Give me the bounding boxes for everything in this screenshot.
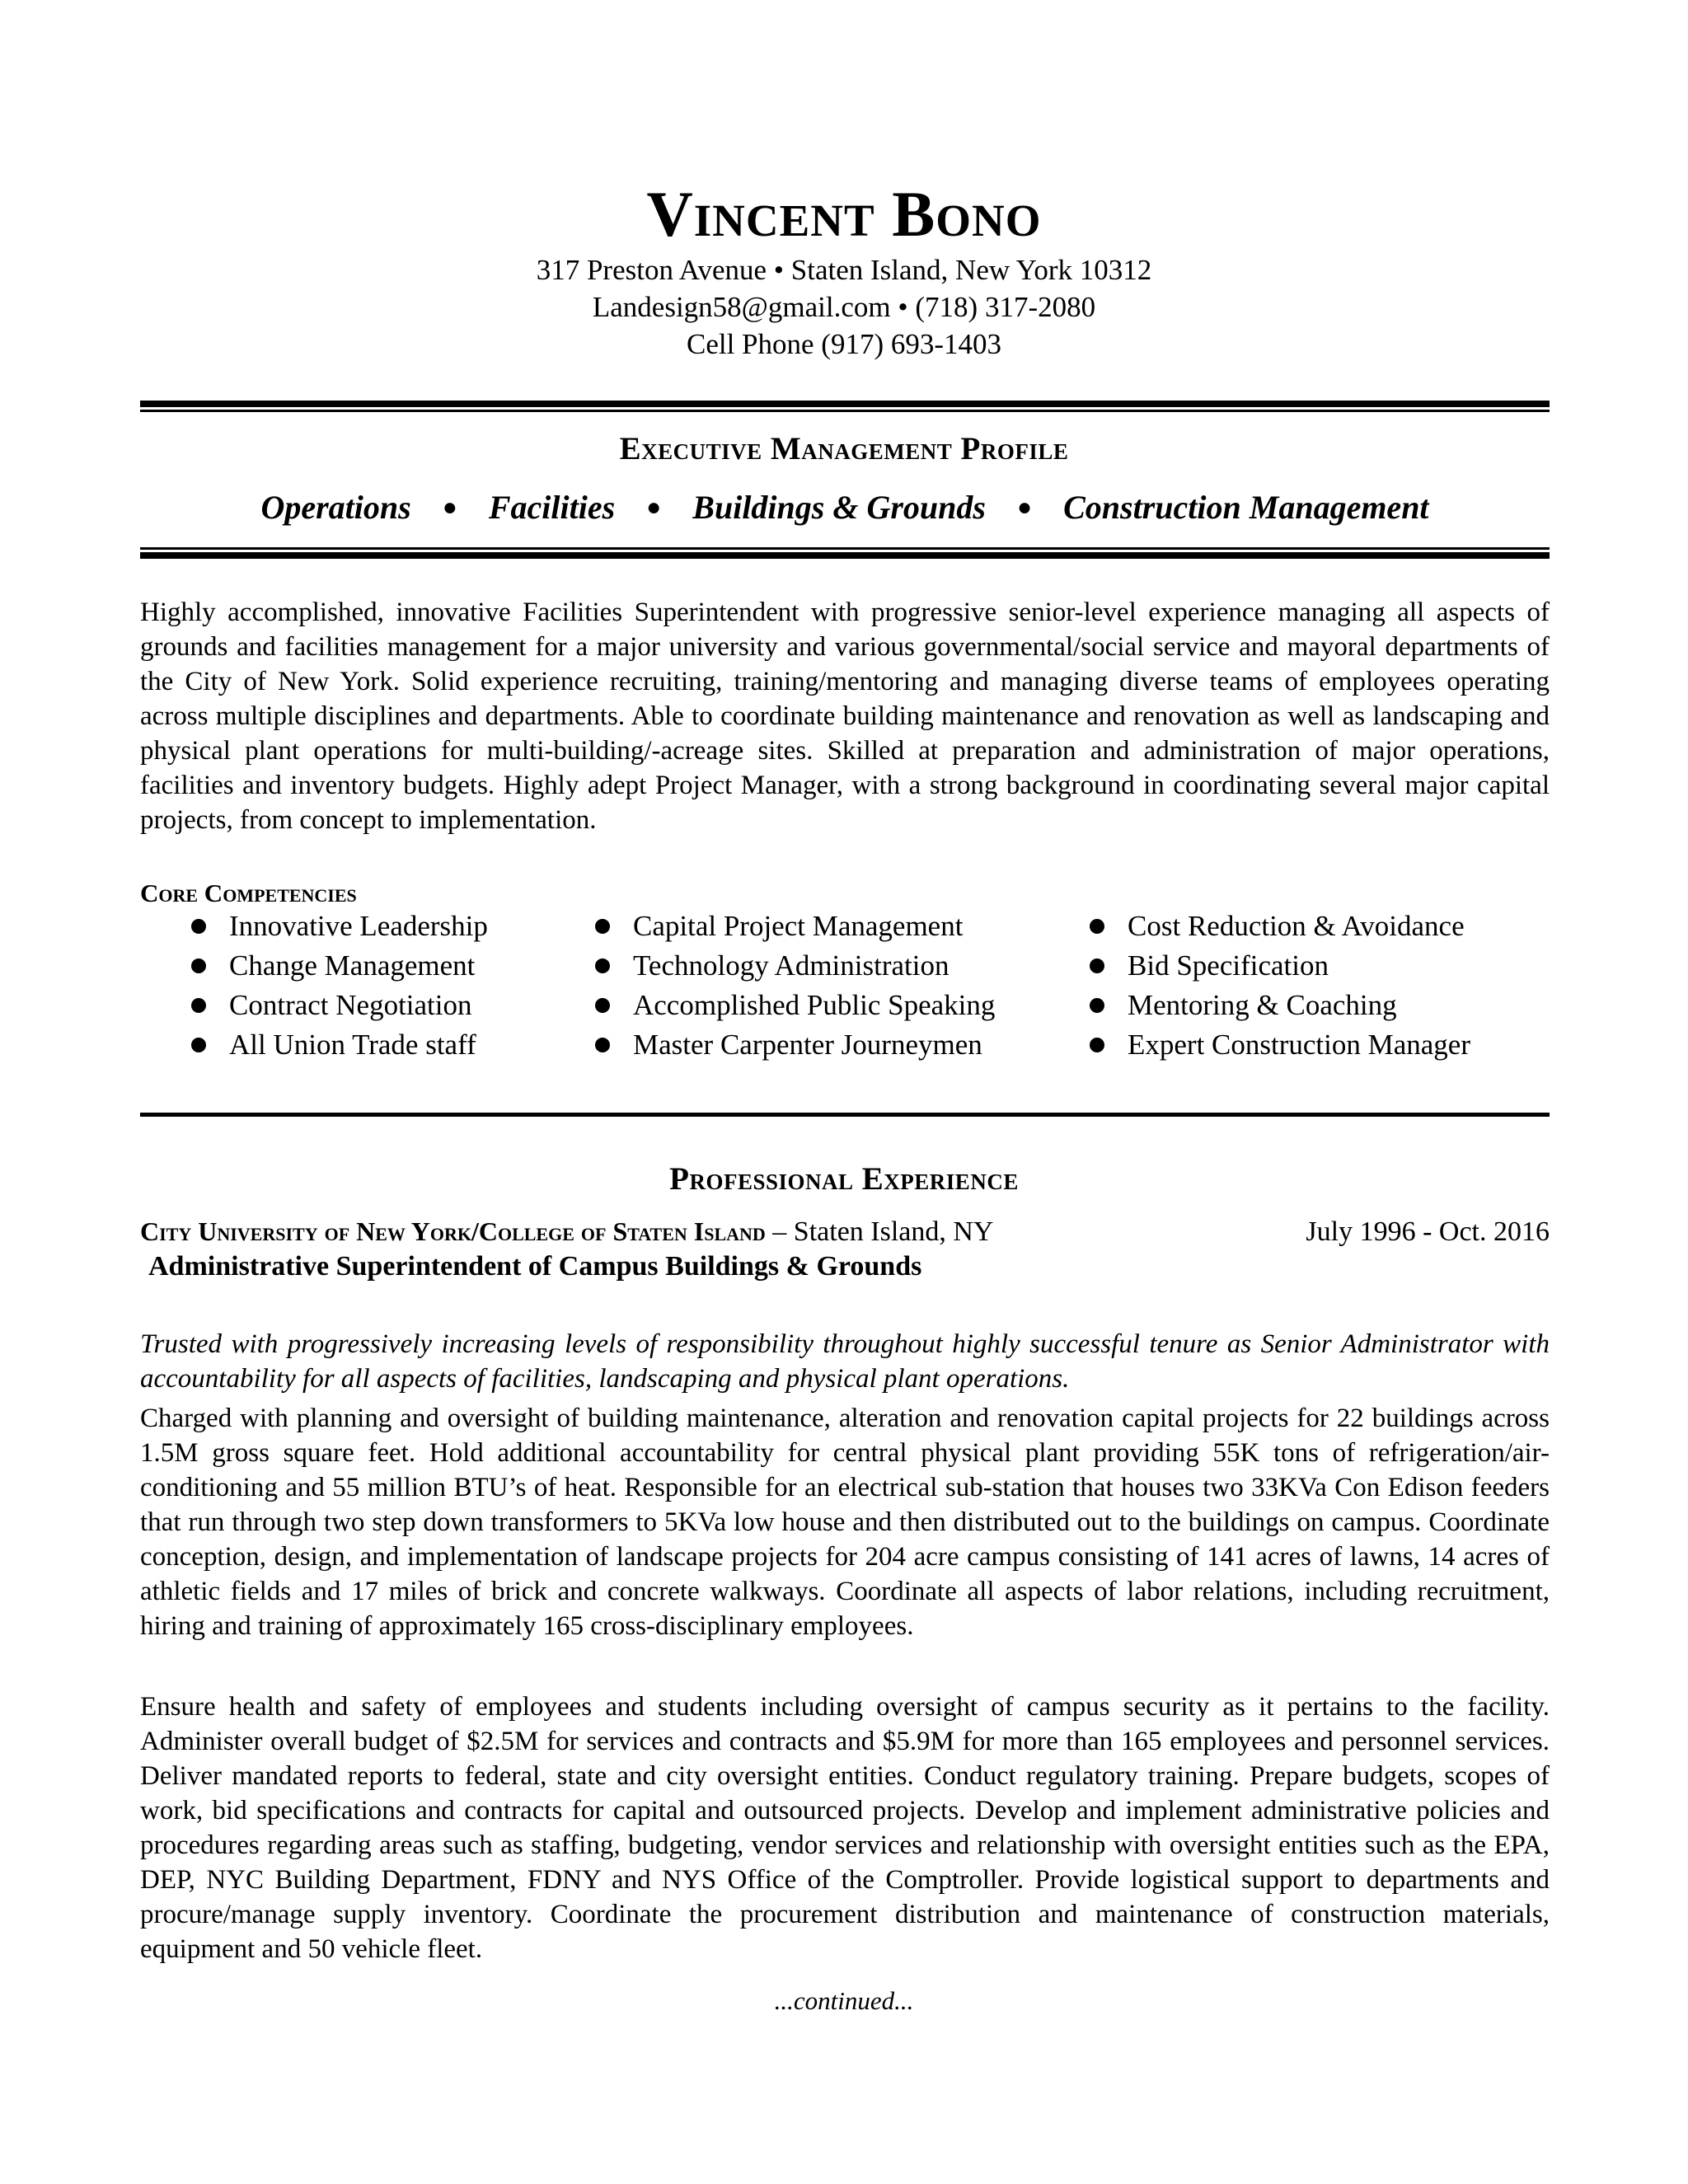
bullet-icon: [1090, 1038, 1104, 1052]
bullet-icon: [191, 958, 206, 973]
experience-title: Professional Experience: [669, 1161, 1019, 1197]
continued-note: ...continued...: [774, 1986, 914, 2015]
bullet-icon: [1090, 998, 1104, 1013]
bullet-icon: [191, 1038, 206, 1052]
competency-column-2: [595, 907, 995, 1065]
competencies-divider: [140, 1113, 1550, 1117]
competency-item: Contract Negotiation: [191, 986, 488, 1025]
competency-item: Expert Construction Manager: [1090, 1025, 1470, 1065]
competency-item: Cost Reduction & Avoidance: [1090, 907, 1470, 946]
bullet-icon: ●: [1016, 493, 1033, 521]
competency-item: Bid Specification: [1090, 946, 1470, 986]
header-divider: [140, 401, 1550, 410]
profile-summary: Highly accomplished, innovative Facilities Superintendent with progressive senior-level experience managing all aspects of grounds and facilities management for a major university and various governmental/social service and mayoral departments of the City of New York. Solid experience recruiting, training/mentoring and managing diverse teams of employees operating across multiple disciplines and departments. Able to coordinate building maintenance and renovation as well as landscaping and physical plant operations for multi-building/-acreage sites. Skilled at preparation and administration of major operations, facilities and inventory budgets. Highly adept Project Manager, with a strong background in coordinating several major capital projects, from concept to implementation.: [140, 598, 1550, 835]
bullet-icon: [191, 919, 206, 934]
competencies-title: Core Competencies: [140, 879, 357, 907]
bullet-icon: ●: [442, 493, 457, 521]
employer-line: [140, 1216, 993, 1248]
bullet-icon: [595, 958, 610, 973]
tagline-item: Construction Management: [1063, 489, 1429, 526]
bullet-icon: [1090, 958, 1104, 973]
profile-divider: [140, 547, 1550, 557]
bullet-icon: [1090, 919, 1104, 934]
candidate-name: Vincent Bono: [646, 178, 1042, 250]
competency-item: Accomplished Public Speaking: [595, 986, 995, 1025]
bullet-icon: [595, 998, 610, 1013]
job-title: Administrative Superintendent of Campus Buildings & Grounds: [148, 1251, 922, 1282]
competency-item: Technology Administration: [595, 946, 995, 986]
bullet-icon: [595, 1038, 610, 1052]
employer-location: – Staten Island, NY: [765, 1216, 994, 1247]
bullet-icon: [595, 919, 610, 934]
tagline-item: Facilities: [488, 489, 616, 526]
competency-column-1: [191, 907, 488, 1065]
experience-paragraph-2: Ensure health and safety of employees and students including oversight of campus security as it pertains to the facility. Administer overall budget of $2.5M for services and contracts and $5.9M for more than 165 employees and personnel services. Deliver mandated reports to federal, state and city oversight entities. Conduct regulatory training. Prepare budgets, scopes of work, bid specifications and contracts for capital and outsourced projects. Develop and implement administrative policies and procedures regarding areas such as staffing, budgeting, vendor services and relationship with oversight entities such as the EPA, DEP, NYC Building Department, FDNY and NYS Office of the Comptroller. Provide logistical support to departments and procure/manage supply inventory. Coordinate the procurement distribution and maintenance of construction materials, equipment and 50 vehicle fleet.: [140, 1692, 1550, 1964]
email-phone-line: Landesign58@gmail.com • (718) 317-2080: [592, 291, 1096, 323]
competency-item: Innovative Leadership: [191, 907, 488, 946]
experience-intro: Trusted with progressively increasing levels of responsibility throughout highly successful tenure as Senior Administrator with accountability for all aspects of facilities, landscaping and physical plant operations.: [140, 1329, 1550, 1394]
competency-item: Change Management: [191, 946, 488, 986]
competency-item: Capital Project Management: [595, 907, 995, 946]
profile-tagline: [140, 488, 1550, 527]
bullet-icon: [191, 998, 206, 1013]
competency-item: All Union Trade staff: [191, 1025, 488, 1065]
address-line: 317 Preston Avenue • Staten Island, New York 10312: [536, 254, 1152, 286]
employment-dates: July 1996 - Oct. 2016: [1306, 1216, 1550, 1247]
employer-name: City University of New York/College of Staten Island: [140, 1216, 766, 1246]
competency-item: Master Carpenter Journeymen: [595, 1025, 995, 1065]
profile-title: Executive Management Profile: [619, 431, 1069, 466]
tagline-item: Buildings & Grounds: [692, 489, 986, 526]
bullet-icon: ●: [646, 493, 662, 521]
tagline-item: Operations: [260, 489, 411, 526]
competency-item: Mentoring & Coaching: [1090, 986, 1470, 1025]
experience-paragraph-1: Charged with planning and oversight of building maintenance, alteration and renovation capital projects for 22 buildings across 1.5M gross square feet. Hold additional accountability for central physical plant providing 55K tons of refrigeration/air-conditioning and 55 million BTU’s of heat. Responsible for an electrical sub-station that houses two 33KVa Con Edison feeders that run through two step down transformers to 5KVa low house and then distributed out to the buildings on campus. Coordinate conception, design, and implementation of landscape projects for 204 acre campus consisting of 141 acres of lawns, 14 acres of athletic fields and 17 miles of brick and concrete walkways. Coordinate all aspects of labor relations, including recruitment, hiring and training of approximately 165 cross-disciplinary employees.: [140, 1404, 1550, 1641]
competency-column-3: [1090, 907, 1470, 1065]
cell-phone-line: Cell Phone (917) 693-1403: [686, 328, 1002, 360]
